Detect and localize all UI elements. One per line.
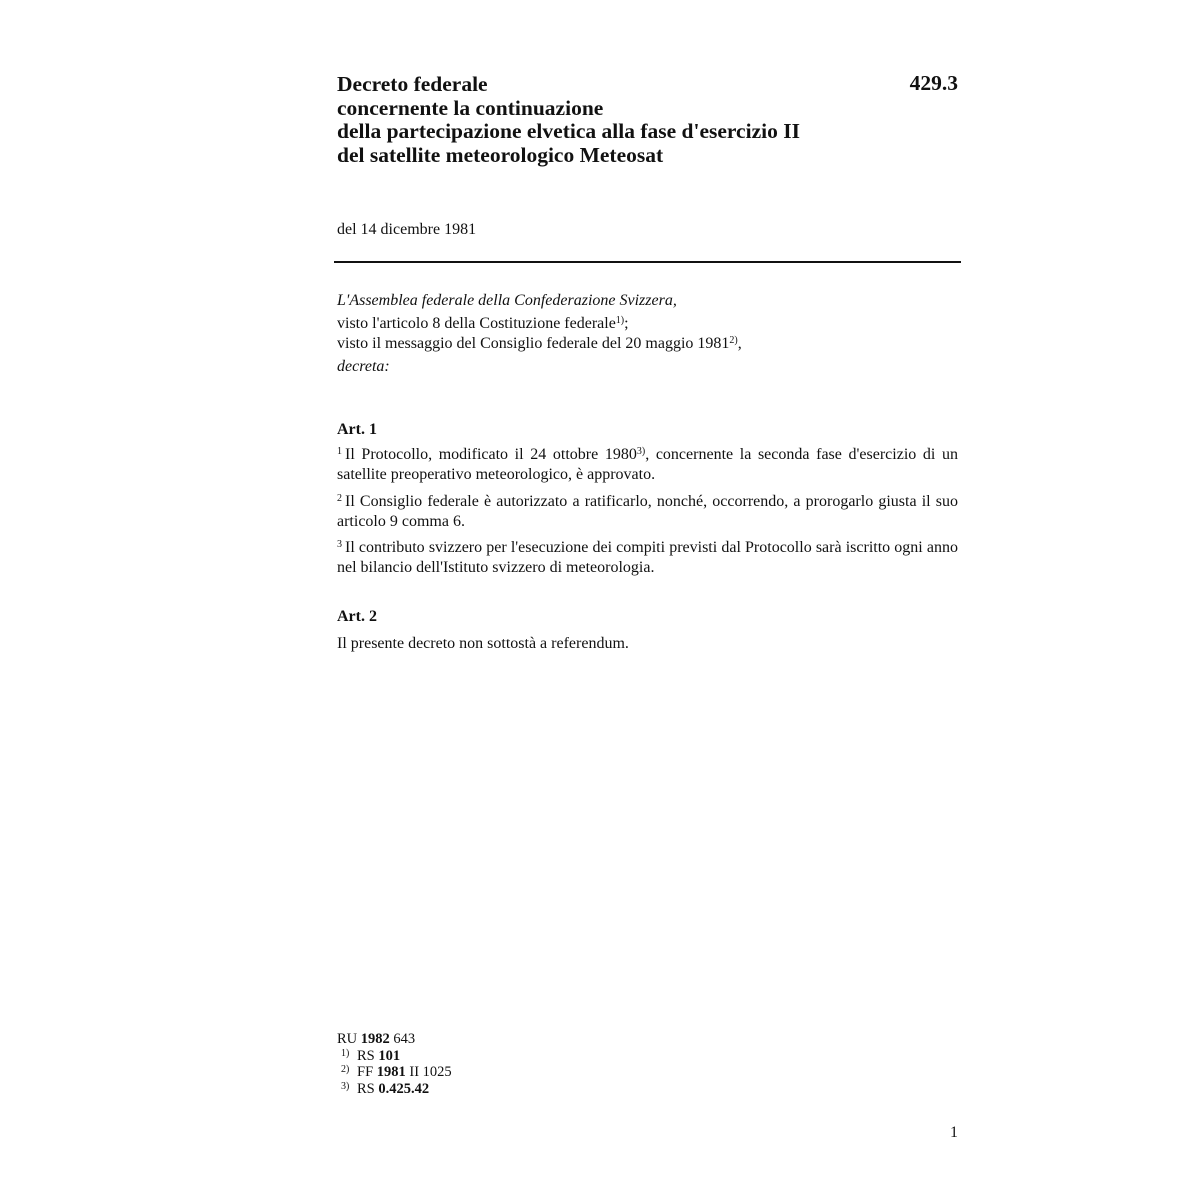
footnote-year: 1982 (360, 1031, 390, 1047)
article-2-title: Art. 2 (337, 608, 377, 625)
footnote-number: 1981 (376, 1064, 406, 1080)
footnote-number: 101 (378, 1047, 401, 1064)
footnote-prefix: RS (357, 1080, 375, 1097)
footnote-item: 1) RS 101 (341, 1047, 401, 1064)
preamble-punct: , (737, 335, 742, 352)
title-line: del satellite meteorologico Meteosat (337, 142, 664, 167)
paragraph-text: Il Protocollo, modificato il 24 ottobre 1980 (345, 446, 637, 463)
footnote-item: 3) RS 0.425.42 (341, 1080, 430, 1097)
title-line: della partecipazione elvetica alla fase d'esercizio II (337, 119, 800, 143)
article-1-title: Art. 1 (337, 421, 377, 438)
preamble-authority: L'Assemblea federale della Confederazione Svizzera, (337, 292, 677, 309)
preamble-punct: ; (624, 315, 629, 332)
paragraph-number: 2 (337, 493, 342, 504)
preamble-line-message (337, 334, 959, 354)
footnotes (337, 1031, 452, 1097)
footnote-page: 643 (393, 1031, 416, 1047)
preamble-decree: decreta: (337, 358, 390, 375)
preamble-line-constitution (337, 314, 959, 334)
footnote-item: 2) FF 1981 II 1025 (341, 1064, 452, 1080)
paragraph-number: 3 (337, 539, 342, 550)
footnote-prefix: RU (337, 1031, 358, 1047)
paragraph-number: 1 (337, 446, 342, 457)
decree-title (337, 73, 897, 167)
preamble-text: visto il messaggio del Consiglio federale del 20 maggio 1981 (337, 335, 730, 352)
title-line: Decreto federale (337, 72, 488, 96)
preamble-text: visto l'articolo 8 della Costituzione federale (337, 315, 616, 332)
header-divider (334, 261, 961, 263)
sr-number: 429.3 (909, 71, 958, 95)
footnote-number: 0.425.42 (378, 1080, 430, 1097)
footnote-source (337, 1031, 452, 1048)
article-1-paragraph-1 (337, 445, 958, 485)
paragraph-text: Il contributo svizzero per l'esecuzione dei compiti previsti dal Protocollo sarà iscritto ogni anno nel bilancio dell'Istituto svizzero di meteorologia. (337, 539, 958, 576)
article-1-paragraph-3 (337, 538, 958, 578)
decree-date: del 14 dicembre 1981 (337, 221, 477, 238)
page-number: 1 (950, 1124, 958, 1141)
footnote-prefix: FF (357, 1064, 374, 1080)
title-line: concernente la continuazione (337, 95, 604, 120)
footnote-ref[interactable]: 3) (636, 446, 646, 457)
paragraph-text: , concernente la seconda fase d'esercizio di un satellite preoperativo meteorologico, è approvato. (337, 446, 959, 483)
article-1-paragraph-2 (337, 492, 958, 532)
paragraph-text: Il Consiglio federale è autorizzato a ratificarlo, nonché, occorrendo, a prorogarlo giusta il suo articolo 9 comma 6. (337, 493, 958, 530)
preamble (337, 291, 959, 377)
article-2-text: Il presente decreto non sottostà a referendum. (337, 635, 629, 652)
footnote-prefix: RS (357, 1047, 375, 1064)
footnote-rest: II 1025 (409, 1064, 452, 1080)
footnote-ref[interactable]: 1) (615, 315, 625, 326)
footnote-ref[interactable]: 2) (729, 335, 738, 346)
